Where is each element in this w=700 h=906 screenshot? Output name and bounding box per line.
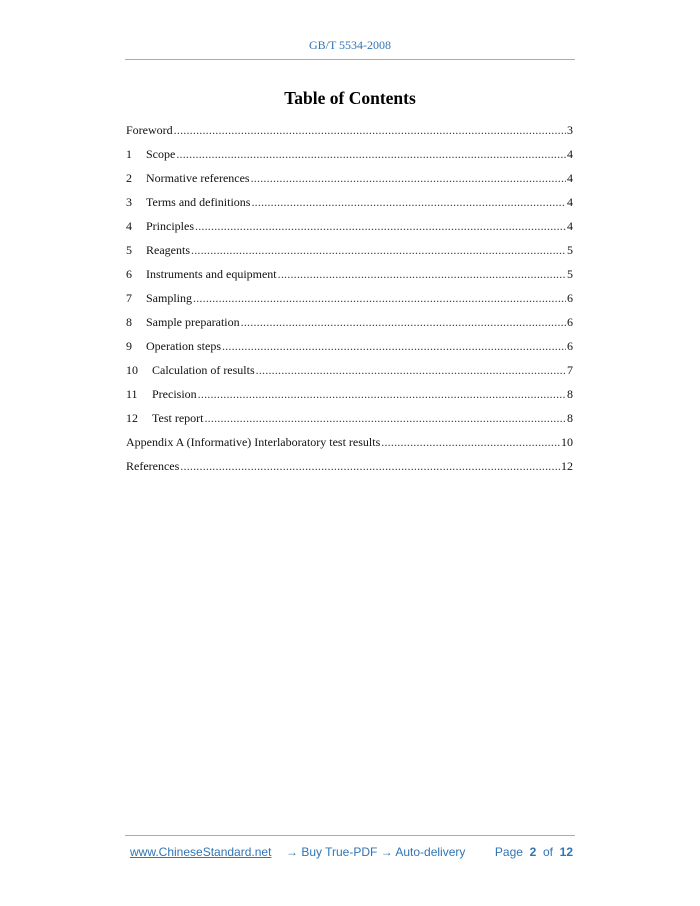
page-title: Table of Contents — [284, 88, 416, 108]
toc-dot-leader — [381, 434, 560, 451]
toc-entry-number: 10 — [126, 363, 138, 377]
toc-entry-label: References — [126, 459, 180, 473]
toc-entry-label: Sampling — [146, 291, 193, 305]
toc-entry-label: Precision — [152, 387, 197, 401]
toc-entry-label: Test report — [152, 411, 204, 425]
total-pages-number: 12 — [559, 845, 573, 859]
toc-entry-page: 3 — [567, 123, 573, 137]
toc-entry-page: 6 — [567, 315, 573, 329]
toc-entry-page: 4 — [567, 219, 573, 233]
toc-entry-page: 6 — [567, 291, 573, 305]
toc-entry-principles[interactable] — [126, 218, 573, 242]
toc-entry-number: 4 — [126, 219, 132, 233]
toc-entry-reagents[interactable] — [126, 242, 573, 266]
toc-entry-page: 8 — [567, 387, 573, 401]
toc-entry-sampling[interactable] — [126, 290, 573, 314]
toc-dot-leader — [195, 218, 566, 235]
toc-entry-label: Normative references — [146, 171, 250, 185]
toc-entry-page: 12 — [561, 459, 573, 473]
toc-entry-test-report[interactable] — [126, 410, 573, 434]
toc-entry-calculation[interactable] — [126, 362, 573, 386]
current-page-number: 2 — [529, 845, 537, 859]
toc-entry-number: 6 — [126, 267, 132, 281]
toc-dot-leader — [204, 410, 566, 427]
toc-dot-leader — [180, 458, 560, 475]
toc-dot-leader — [191, 242, 566, 259]
toc-entry-number: 5 — [126, 243, 132, 257]
toc-entry-label: Principles — [146, 219, 194, 233]
toc-dot-leader — [176, 146, 566, 163]
toc-entry-label: Sample preparation — [146, 315, 240, 329]
toc-entry-page: 6 — [567, 339, 573, 353]
toc-dot-leader — [278, 266, 566, 283]
toc-dot-leader — [251, 170, 566, 187]
toc-entry-terms-definitions[interactable] — [126, 194, 573, 218]
toc-entry-page: 5 — [567, 243, 573, 257]
running-header: GB/T 5534-2008 — [308, 38, 392, 52]
toc-entry-number: 9 — [126, 339, 132, 353]
toc-entry-label: Foreword — [126, 123, 173, 137]
toc-entry-number: 1 — [126, 147, 132, 161]
toc-dot-leader — [241, 314, 566, 331]
toc-entry-number: 11 — [126, 387, 138, 401]
toc-entry-label: Calculation of results — [152, 363, 255, 377]
toc-entry-number: 7 — [126, 291, 132, 305]
toc-dot-leader — [174, 122, 566, 139]
toc-entry-number: 12 — [126, 411, 138, 425]
footer-divider — [125, 835, 575, 836]
toc-entry-foreword[interactable] — [126, 122, 573, 146]
toc-entry-operation-steps[interactable] — [126, 338, 573, 362]
toc-entry-label: Appendix A (Informative) Interlaboratory test results — [126, 435, 381, 449]
header-divider — [125, 59, 575, 60]
page-of-label: of — [542, 845, 553, 859]
toc-entry-label: Operation steps — [146, 339, 221, 353]
toc-dot-leader — [193, 290, 566, 307]
page-indicator — [495, 845, 573, 859]
toc-entry-sample-preparation[interactable] — [126, 314, 573, 338]
toc-entry-page: 8 — [567, 411, 573, 425]
toc-entry-page: 7 — [567, 363, 573, 377]
page-footer — [130, 845, 573, 861]
page-prefix: Page — [494, 845, 523, 859]
toc-entry-number: 8 — [126, 315, 132, 329]
toc-entry-scope[interactable] — [126, 146, 573, 170]
toc-entry-number: 3 — [126, 195, 132, 209]
toc-dot-leader — [251, 194, 566, 211]
toc-dot-leader — [256, 362, 566, 379]
toc-entry-page: 4 — [567, 195, 573, 209]
toc-entry-page: 10 — [561, 435, 573, 449]
toc-dot-leader — [222, 338, 566, 355]
toc-entry-label: Terms and definitions — [146, 195, 251, 209]
toc-entry-appendix-a[interactable] — [126, 434, 573, 458]
toc-entry-references[interactable] — [126, 458, 573, 482]
toc-entry-precision[interactable] — [126, 386, 573, 410]
toc-entry-normative-references[interactable] — [126, 170, 573, 194]
website-link[interactable]: www.ChineseStandard.net — [130, 845, 272, 859]
toc-list — [126, 122, 573, 482]
toc-entry-number: 2 — [126, 171, 132, 185]
toc-entry-label: Scope — [146, 147, 176, 161]
toc-entry-page: 4 — [567, 147, 573, 161]
toc-entry-instruments[interactable] — [126, 266, 573, 290]
toc-entry-page: 4 — [567, 171, 573, 185]
toc-entry-label: Instruments and equipment — [146, 267, 277, 281]
toc-entry-label: Reagents — [146, 243, 190, 257]
toc-entry-page: 5 — [567, 267, 573, 281]
buy-pdf-link[interactable]: → Buy True-PDF → Auto-delivery — [286, 845, 466, 859]
toc-dot-leader — [198, 386, 566, 403]
